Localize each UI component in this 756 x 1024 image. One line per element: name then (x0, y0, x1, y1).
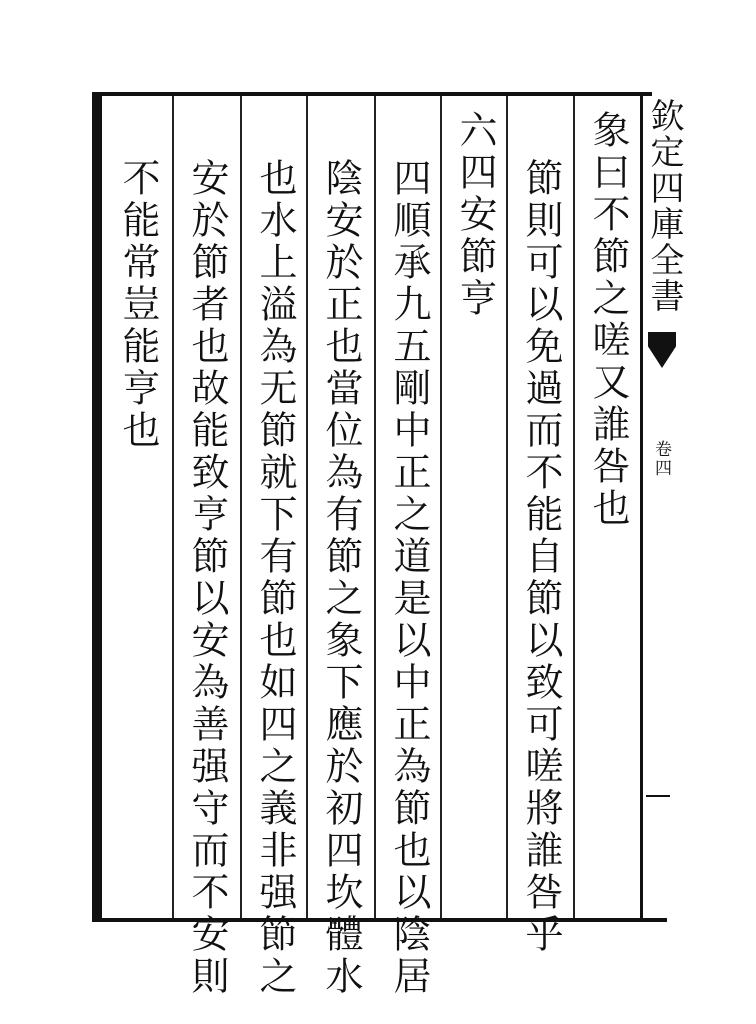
text-column-4: 四順承九五剛中正之道是以中正為節也以陰居 (387, 158, 431, 998)
frame-border-top (92, 92, 652, 96)
margin-volume: 卷四 (651, 440, 671, 478)
column-rule (506, 96, 508, 918)
text-column-6: 也水上溢為无節就下有節也如四之義非强節之 (253, 158, 297, 998)
margin-rule (640, 96, 643, 922)
text-column-7: 安於節者也故能致亨節以安為善强守而不安則 (185, 158, 229, 998)
frame-border-left (92, 92, 102, 922)
text-column-1: 象曰不節之嗟又誰咎也 (586, 110, 630, 530)
column-rule (172, 96, 174, 918)
text-column-2: 節則可以免過而不能自節以致可嗟將誰咎乎 (519, 158, 563, 956)
text-column-5: 陰安於正也當位為有節之象下應於初四坎體水 (319, 158, 363, 998)
text-column-3: 六四安節亨 (453, 110, 497, 320)
fish-tail-mark-icon (648, 332, 676, 368)
column-rule (374, 96, 376, 918)
column-rule (306, 96, 308, 918)
column-rule (573, 96, 575, 918)
column-rule (440, 96, 442, 918)
column-rule (240, 96, 242, 918)
margin-title: 欽定四庫全書 (644, 98, 684, 314)
margin-edge-mark (646, 795, 670, 797)
text-column-8: 不能常豈能亨也 (116, 158, 160, 452)
